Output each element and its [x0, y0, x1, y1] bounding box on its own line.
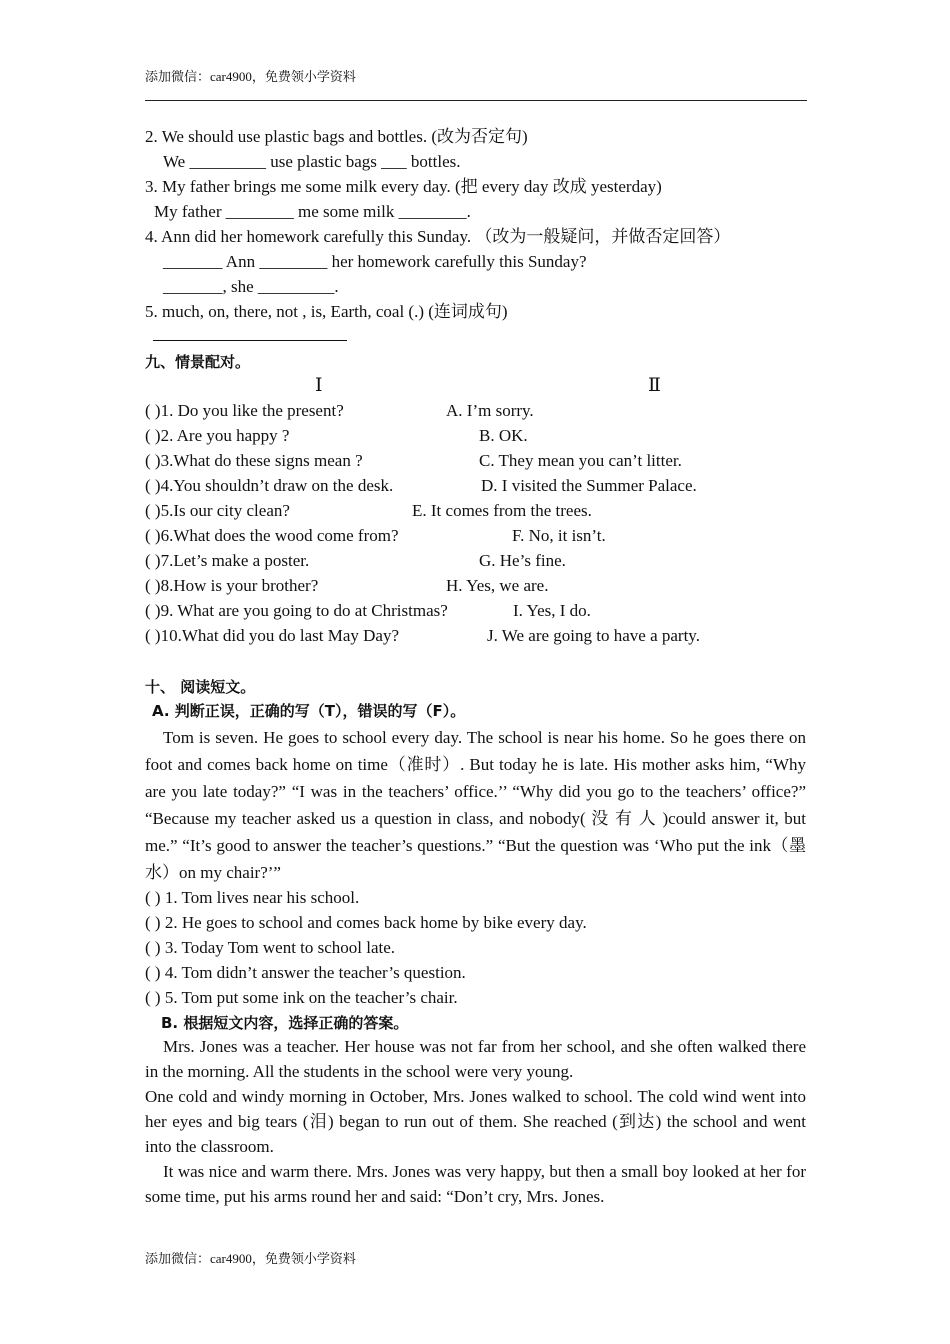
question-3: 3. My father brings me some milk every day. (把 every day 改成 yesterday): [145, 177, 662, 196]
match-question: ( )5.Is our city clean?: [145, 501, 290, 520]
match-answer: J. We are going to have a party.: [487, 626, 700, 645]
match-question: ( )4.You shouldn’t draw on the desk.: [145, 476, 394, 495]
statement-4: ( ) 4. Tom didn’t answer the teacher’s question.: [145, 963, 466, 982]
column-2-heading: Ⅱ: [648, 375, 661, 396]
match-answer: D. I visited the Summer Palace.: [481, 476, 697, 495]
match-answer: G. He’s fine.: [479, 551, 566, 570]
match-question: ( )9. What are you going to do at Christmas?: [145, 601, 448, 620]
question-2: 2. We should use plastic bags and bottles. (改为否定句): [145, 127, 528, 146]
passage-a: Tom is seven. He goes to school every day. The school is near his home. So he goes there on foot and comes back home on time（准时）. But today he is late. His mother asks him, “Why are you late today?” “I was in the teachers’ office.’’ “Why did you go to the teachers’ office?” “Because my teacher asked us a question in class, and nobody( 没 有 人 )could answer it, but me.” “It’s good to answer the teacher’s questions.” “But the question was ‘Who put the ink（墨水）on my chair?’”: [145, 728, 806, 882]
match-question: ( )6.What does the wood come from?: [145, 526, 399, 545]
match-question: ( )1. Do you like the present?: [145, 401, 344, 420]
match-question: ( )7.Let’s make a poster.: [145, 551, 310, 570]
header-divider: [145, 100, 807, 101]
answer-line-4a: _______ Ann ________ her homework carefully this Sunday?: [163, 252, 587, 271]
passage-b-paragraph-2: One cold and windy morning in October, Mrs. Jones walked to school. The cold wind went into her eyes and big tears (泪) began to run out of them. She reached (到达) the school and went into the classroom.: [145, 1087, 806, 1156]
match-question: ( )10.What did you do last May Day?: [145, 626, 399, 645]
passage-b-paragraph-3: It was nice and warm there. Mrs. Jones was very happy, but then a small boy looked at her for some time, put his arms round her and said: “Don’t cry, Mrs. Jones.: [145, 1162, 806, 1206]
match-question: ( )8.How is your brother?: [145, 576, 319, 595]
passage-b-paragraph-1: Mrs. Jones was a teacher. Her house was not far from her school, and she often walked there in the morning. All the students in the school were very young.: [145, 1037, 806, 1081]
part-b-title: B. 根据短文内容，选择正确的答案。: [161, 1014, 409, 1032]
match-answer: E. It comes from the trees.: [412, 501, 592, 520]
answer-blank-5: [153, 326, 347, 346]
question-5: 5. much, on, there, not , is, Earth, coal (.) (连词成句): [145, 302, 508, 321]
statement-2: ( ) 2. He goes to school and comes back home by bike every day.: [145, 913, 587, 932]
statement-1: ( ) 1. Tom lives near his school.: [145, 888, 360, 907]
match-question: ( )3.What do these signs mean ?: [145, 451, 363, 470]
match-answer: A. I’m sorry.: [446, 401, 534, 420]
question-4: 4. Ann did her homework carefully this Sunday. （改为一般疑问，并做否定回答）: [145, 227, 731, 246]
match-question: ( )2. Are you happy ?: [145, 426, 290, 445]
match-answer: B. OK.: [479, 426, 528, 445]
match-answer: I. Yes, I do.: [513, 601, 591, 620]
statement-3: ( ) 3. Today Tom went to school late.: [145, 938, 396, 957]
column-1-heading: Ⅰ: [315, 375, 323, 396]
section9-title: 九、情景配对。: [145, 353, 251, 371]
match-answer: H. Yes, we are.: [446, 576, 549, 595]
answer-line-3: My father ________ me some milk ________.: [154, 202, 471, 221]
page-footer: 添加微信：car4900，免费领小学资料: [145, 1251, 356, 1266]
match-answer: F. No, it isn’t.: [512, 526, 606, 545]
section10-title: 十、 阅读短文。: [145, 678, 256, 696]
match-answer: C. They mean you can’t litter.: [479, 451, 682, 470]
page-header: 添加微信：car4900，免费领小学资料: [145, 69, 356, 84]
part-a-title: A. 判断正误，正确的写（T），错误的写（F）。: [152, 702, 466, 720]
answer-line-2: We _________ use plastic bags ___ bottles.: [163, 152, 461, 171]
answer-line-4b: _______, she _________.: [163, 277, 339, 296]
statement-5: ( ) 5. Tom put some ink on the teacher’s chair.: [145, 988, 458, 1007]
